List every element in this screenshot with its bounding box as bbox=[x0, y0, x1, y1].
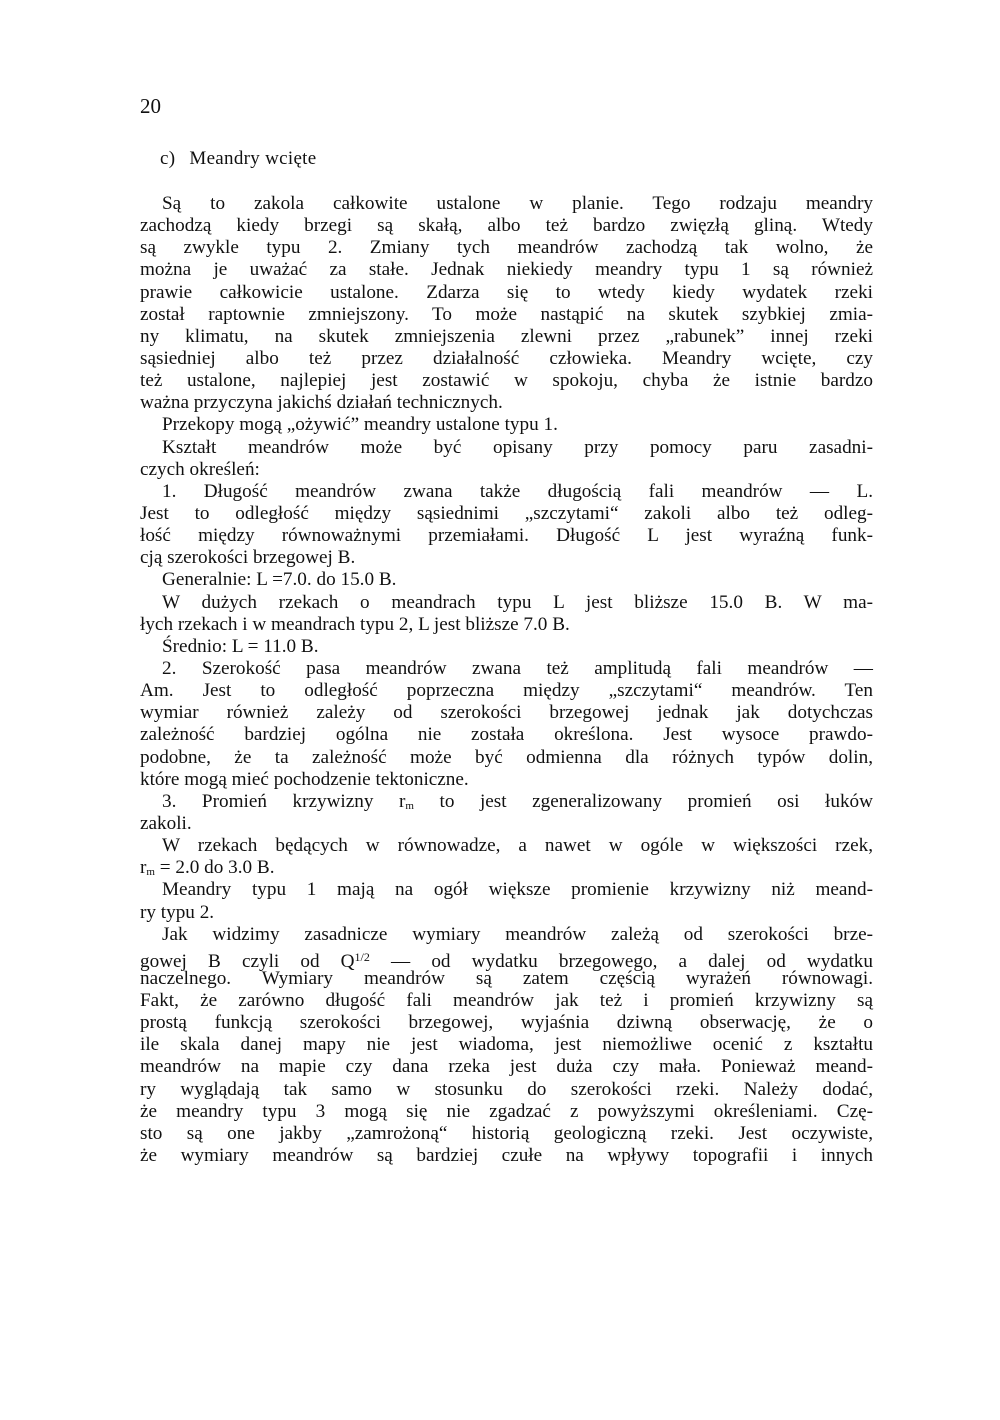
section-title: Meandry wcięte bbox=[189, 148, 317, 169]
text-line: zakoli. bbox=[140, 812, 192, 834]
text-line: zachodzą kiedy brzegi są skałą, albo też bardzo zwięzłą gliną. Wtedy bbox=[140, 215, 873, 237]
text-line: Generalnie: L =7.0. do 15.0 B. bbox=[162, 569, 397, 591]
text-segment: r bbox=[140, 857, 147, 879]
text-line: Kształt meandrów może być opisany przy pomocy paru zasadni- bbox=[162, 436, 873, 458]
text-line: czych określeń: bbox=[140, 458, 260, 480]
text-line: ile skala danej mapy nie jest wiadoma, jest niemożliwe ocenić z kształtu bbox=[140, 1034, 873, 1056]
text-line: ny klimatu, na skutek zmniejszenia zlewni przez „rabunek” innej rzeki bbox=[140, 325, 873, 347]
text-line: też ustalone, najlepiej jest zostawić w spokoju, chyba że istnie bardzo bbox=[140, 370, 873, 392]
text-line: Am. Jest to odległość poprzeczna między „szczytami“ meandrów. Ten bbox=[140, 680, 873, 702]
text-line: W rzekach będących w równowadze, a nawet w ogóle w większości rzek, bbox=[162, 835, 873, 857]
text-line: że meandry typu 3 mogą się nie zgadzać z powyższymi określeniami. Czę- bbox=[140, 1100, 873, 1122]
text-line bbox=[140, 946, 873, 972]
text-segment: — od wydatku brzegowego, a dalej od wydatku bbox=[369, 950, 873, 972]
text-line: 1. Długość meandrów zwana także długością fali meandrów — L. bbox=[162, 480, 873, 502]
text-line: W dużych rzekach o meandrach typu L jest bliższe 15.0 B. W ma- bbox=[162, 591, 873, 613]
text-line: cją szerokości brzegowej B. bbox=[140, 547, 356, 569]
body-text bbox=[140, 193, 873, 1167]
text-segment: 3. Promień krzywizny r bbox=[162, 790, 406, 812]
text-line: sąsiedniej albo też przez działalność człowieka. Meandry wcięte, czy bbox=[140, 347, 873, 369]
text-line: 2. Szerokość pasa meandrów zwana też amplitudą fali meandrów — bbox=[162, 657, 873, 679]
text-line bbox=[140, 791, 873, 813]
text-line: sto są one jakby „zamrożoną“ historią geologiczną rzeki. Jest oczywiste, bbox=[140, 1122, 873, 1144]
text-line: łość między równoważnymi przemiałami. Długość L jest wyraźną funk- bbox=[140, 525, 873, 547]
text-line: Przekopy mogą „ożywić” meandry ustalone typu 1. bbox=[162, 414, 558, 436]
text-line: ry wyglądają tak samo w stosunku do szerokości rzeki. Należy dodać, bbox=[140, 1078, 873, 1100]
section-heading bbox=[160, 148, 317, 170]
text-line: łych rzekach i w meandrach typu 2, L jest bliższe 7.0 B. bbox=[140, 613, 570, 635]
text-line: Jak widzimy zasadnicze wymiary meandrów zależą od szerokości brze- bbox=[162, 923, 873, 945]
text-line: Średnio: L = 11.0 B. bbox=[162, 635, 319, 657]
text-line: są zwykle typu 2. Zmiany tych meandrów zachodzą tak wolno, że bbox=[140, 237, 873, 259]
text-line: Fakt, że zarówno długość fali meandrów jak też i promień krzywizny są bbox=[140, 990, 873, 1012]
text-line: zależność bardziej ogólna nie została określona. Jest wysoce prawdo- bbox=[140, 724, 873, 746]
text-line: naczelnego. Wymiary meandrów są zatem częścią wyrażeń równowagi. bbox=[140, 967, 873, 989]
subscript: m bbox=[146, 866, 155, 879]
text-line: prostą funkcją szerokości brzegowej, wyjaśnia dziwną obserwację, że o bbox=[140, 1012, 873, 1034]
subscript: m bbox=[405, 799, 414, 812]
text-line: że wymiary meandrów są bardziej czułe na wpływy topografii i innych bbox=[140, 1145, 873, 1167]
superscript: 1/2 bbox=[354, 949, 370, 964]
text-line: został raptownie zmniejszony. To może nastąpić na skutek szybkiej zmia- bbox=[140, 303, 873, 325]
text-segment: gowej B czyli od Q bbox=[140, 950, 355, 972]
text-line: meandrów na mapie czy dana rzeka jest duża czy mała. Ponieważ meand- bbox=[140, 1056, 873, 1078]
page-number: 20 bbox=[140, 94, 161, 118]
text-line: Są to zakola całkowite ustalone w planie. Tego rodzaju meandry bbox=[162, 193, 873, 214]
text-line bbox=[140, 857, 873, 879]
text-line: ry typu 2. bbox=[140, 901, 215, 923]
text-line: Jest to odległość między sąsiednimi „szczytami“ zakoli albo też odleg- bbox=[140, 502, 873, 524]
text-segment: = 2.0 do 3.0 B. bbox=[154, 857, 275, 879]
text-line: które mogą mieć pochodzenie tektoniczne. bbox=[140, 768, 469, 790]
text-line: podobne, że ta zależność może być odmienna dla różnych typów dolin, bbox=[140, 746, 873, 768]
text-line: wymiar również zależy od szerokości brzegowej jednak jak dotychczas bbox=[140, 702, 873, 724]
text-segment: to jest zgeneralizowany promień osi łuków bbox=[413, 790, 873, 812]
text-line: ważna przyczyna jakichś działań technicznych. bbox=[140, 392, 503, 414]
text-line: prawie całkowicie ustalone. Zdarza się to wtedy kiedy wydatek rzeki bbox=[140, 281, 873, 303]
text-line: można je uważać za stałe. Jednak niekiedy meandry typu 1 są również bbox=[140, 259, 873, 281]
section-label: c) bbox=[160, 148, 176, 169]
text-line: Meandry typu 1 mają na ogół większe promienie krzywizny niż meand- bbox=[162, 879, 873, 901]
